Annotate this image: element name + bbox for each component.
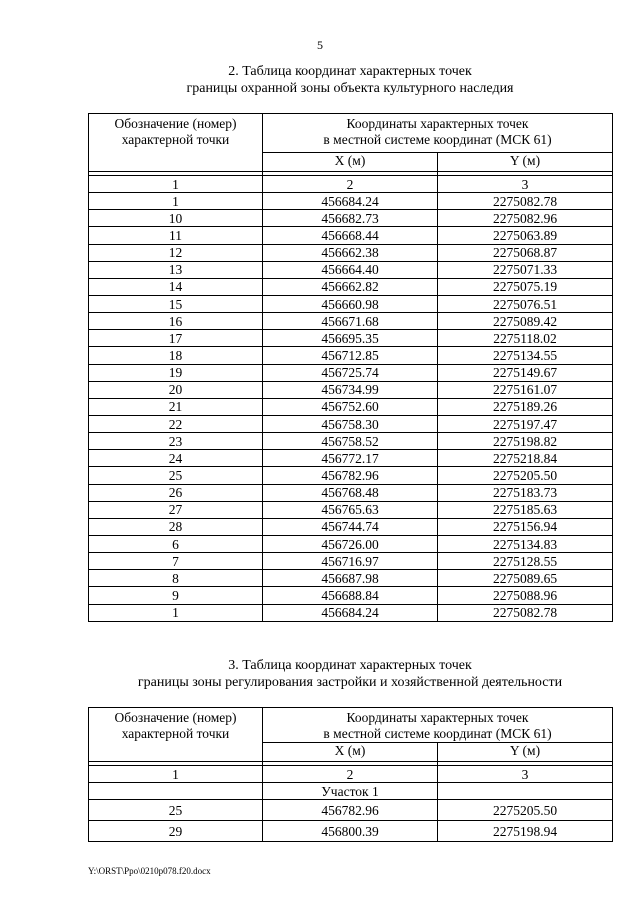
table-row bbox=[89, 570, 613, 587]
x-coordinate-cell: 456695.35 bbox=[263, 330, 438, 347]
y-coordinate-cell: 2275156.94 bbox=[438, 518, 613, 535]
y-coordinate-cell: 2275183.73 bbox=[438, 484, 613, 501]
table-row bbox=[89, 433, 613, 450]
coords-group-line1: Координаты характерных точек bbox=[346, 710, 529, 725]
col1-header-line1: Обозначение (номер) bbox=[114, 116, 237, 131]
x-coordinate-cell: 456662.38 bbox=[263, 244, 438, 261]
table-row bbox=[89, 278, 613, 295]
table2 bbox=[88, 113, 613, 622]
x-coordinate-cell: 456772.17 bbox=[263, 450, 438, 467]
y-coordinate-cell: 2275198.94 bbox=[438, 821, 613, 842]
table-row bbox=[89, 295, 613, 312]
point-number-cell: 20 bbox=[89, 381, 263, 398]
x-coordinate-cell: 456744.74 bbox=[263, 518, 438, 535]
table3-title bbox=[88, 657, 612, 691]
table-row bbox=[89, 415, 613, 432]
x-coordinate-cell: 456684.24 bbox=[263, 193, 438, 210]
x-coordinate-cell: 456687.98 bbox=[263, 570, 438, 587]
col1-header bbox=[89, 114, 263, 172]
x-coordinate-cell: 456684.24 bbox=[263, 604, 438, 621]
x-coordinate-cell: 456688.84 bbox=[263, 587, 438, 604]
y-coordinate-cell: 2275189.26 bbox=[438, 398, 613, 415]
section-label: Участок 1 bbox=[263, 783, 438, 800]
page-number: 5 bbox=[317, 38, 323, 52]
coords-group-header bbox=[263, 114, 613, 153]
x-coordinate-cell: 456768.48 bbox=[263, 484, 438, 501]
table-row bbox=[89, 501, 613, 518]
x-coordinate-cell: 456758.52 bbox=[263, 433, 438, 450]
x-coordinate-cell: 456716.97 bbox=[263, 553, 438, 570]
point-number-cell: 15 bbox=[89, 295, 263, 312]
x-header: X (м) bbox=[263, 153, 438, 172]
point-number-cell: 25 bbox=[89, 800, 263, 821]
y-coordinate-cell: 2275076.51 bbox=[438, 295, 613, 312]
point-number-cell: 24 bbox=[89, 450, 263, 467]
point-number-cell: 13 bbox=[89, 261, 263, 278]
point-number-cell: 8 bbox=[89, 570, 263, 587]
point-number-cell: 19 bbox=[89, 364, 263, 381]
section-empty-cell bbox=[89, 783, 263, 800]
x-coordinate-cell: 456765.63 bbox=[263, 501, 438, 518]
point-number-cell: 1 bbox=[89, 604, 263, 621]
y-coordinate-cell: 2275082.78 bbox=[438, 604, 613, 621]
y-coordinate-cell: 2275198.82 bbox=[438, 433, 613, 450]
table-row bbox=[89, 364, 613, 381]
table-row bbox=[89, 381, 613, 398]
table-row bbox=[89, 313, 613, 330]
col1-header-line1: Обозначение (номер) bbox=[114, 710, 237, 725]
table-row bbox=[89, 347, 613, 364]
point-number-cell: 16 bbox=[89, 313, 263, 330]
point-number-cell: 1 bbox=[89, 193, 263, 210]
table3-title-line1: 3. Таблица координат характерных точек bbox=[228, 658, 472, 673]
point-number-cell: 23 bbox=[89, 433, 263, 450]
y-coordinate-cell: 2275089.42 bbox=[438, 313, 613, 330]
table-row bbox=[89, 587, 613, 604]
table3 bbox=[88, 707, 613, 842]
x-coordinate-cell: 456752.60 bbox=[263, 398, 438, 415]
y-coordinate-cell: 2275128.55 bbox=[438, 553, 613, 570]
point-number-cell: 14 bbox=[89, 278, 263, 295]
y-coordinate-cell: 2275134.83 bbox=[438, 535, 613, 552]
y-coordinate-cell: 2275161.07 bbox=[438, 381, 613, 398]
x-coordinate-cell: 456782.96 bbox=[263, 800, 438, 821]
table-row bbox=[89, 604, 613, 621]
x-coordinate-cell: 456725.74 bbox=[263, 364, 438, 381]
point-number-cell: 21 bbox=[89, 398, 263, 415]
x-coordinate-cell: 456734.99 bbox=[263, 381, 438, 398]
table-row bbox=[89, 484, 613, 501]
x-coordinate-cell: 456662.82 bbox=[263, 278, 438, 295]
y-coordinate-cell: 2275082.96 bbox=[438, 210, 613, 227]
table-row bbox=[89, 244, 613, 261]
x-coordinate-cell: 456660.98 bbox=[263, 295, 438, 312]
table3-body bbox=[89, 800, 613, 842]
x-coordinate-cell: 456800.39 bbox=[263, 821, 438, 842]
x-coordinate-cell: 456782.96 bbox=[263, 467, 438, 484]
table-row bbox=[89, 398, 613, 415]
y-coordinate-cell: 2275075.19 bbox=[438, 278, 613, 295]
y-coordinate-cell: 2275063.89 bbox=[438, 227, 613, 244]
index-cell: 2 bbox=[263, 766, 438, 783]
point-number-cell: 7 bbox=[89, 553, 263, 570]
point-number-cell: 28 bbox=[89, 518, 263, 535]
col1-header-line2: характерной точки bbox=[121, 726, 230, 741]
col1-header-line2: характерной точки bbox=[121, 132, 230, 147]
x-coordinate-cell: 456671.68 bbox=[263, 313, 438, 330]
y-coordinate-cell: 2275197.47 bbox=[438, 415, 613, 432]
y-coordinate-cell: 2275118.02 bbox=[438, 330, 613, 347]
y-coordinate-cell: 2275205.50 bbox=[438, 800, 613, 821]
x-coordinate-cell: 456664.40 bbox=[263, 261, 438, 278]
point-number-cell: 6 bbox=[89, 535, 263, 552]
table-row bbox=[89, 821, 613, 842]
table2-body bbox=[89, 193, 613, 622]
index-cell: 1 bbox=[89, 766, 263, 783]
x-coordinate-cell: 456668.44 bbox=[263, 227, 438, 244]
table2-title-line1: 2. Таблица координат характерных точек bbox=[228, 64, 472, 79]
table-row bbox=[89, 193, 613, 210]
index-cell: 3 bbox=[438, 766, 613, 783]
point-number-cell: 25 bbox=[89, 467, 263, 484]
y-coordinate-cell: 2275068.87 bbox=[438, 244, 613, 261]
point-number-cell: 26 bbox=[89, 484, 263, 501]
y-coordinate-cell: 2275205.50 bbox=[438, 467, 613, 484]
coords-group-line2: в местной системе координат (МСК 61) bbox=[323, 132, 552, 147]
point-number-cell: 10 bbox=[89, 210, 263, 227]
point-number-cell: 9 bbox=[89, 587, 263, 604]
table3-title-line2: границы зоны регулирования застройки и хозяйственной деятельности bbox=[137, 675, 563, 690]
index-cell: 3 bbox=[438, 176, 613, 193]
table-row bbox=[89, 330, 613, 347]
table2-title bbox=[88, 63, 612, 97]
y-header: Y (м) bbox=[438, 153, 613, 172]
index-cell: 2 bbox=[263, 176, 438, 193]
table-row bbox=[89, 210, 613, 227]
x-coordinate-cell: 456712.85 bbox=[263, 347, 438, 364]
x-coordinate-cell: 456682.73 bbox=[263, 210, 438, 227]
y-coordinate-cell: 2275088.96 bbox=[438, 587, 613, 604]
y-header: Y (м) bbox=[438, 743, 613, 762]
footer-file-path: Y:\ORST\Ppo\0210p078.f20.docx bbox=[88, 866, 211, 876]
y-coordinate-cell: 2275082.78 bbox=[438, 193, 613, 210]
table-row bbox=[89, 261, 613, 278]
y-coordinate-cell: 2275089.65 bbox=[438, 570, 613, 587]
table-row bbox=[89, 800, 613, 821]
point-number-cell: 27 bbox=[89, 501, 263, 518]
index-cell: 1 bbox=[89, 176, 263, 193]
table-row bbox=[89, 553, 613, 570]
coords-group-line2: в местной системе координат (МСК 61) bbox=[323, 726, 552, 741]
coords-group-header bbox=[263, 708, 613, 743]
point-number-cell: 29 bbox=[89, 821, 263, 842]
point-number-cell: 18 bbox=[89, 347, 263, 364]
x-coordinate-cell: 456758.30 bbox=[263, 415, 438, 432]
point-number-cell: 11 bbox=[89, 227, 263, 244]
table-row bbox=[89, 467, 613, 484]
x-header: X (м) bbox=[263, 743, 438, 762]
table-row bbox=[89, 535, 613, 552]
point-number-cell: 12 bbox=[89, 244, 263, 261]
section-empty-cell bbox=[438, 783, 613, 800]
y-coordinate-cell: 2275134.55 bbox=[438, 347, 613, 364]
y-coordinate-cell: 2275218.84 bbox=[438, 450, 613, 467]
x-coordinate-cell: 456726.00 bbox=[263, 535, 438, 552]
table-row bbox=[89, 518, 613, 535]
table-row bbox=[89, 450, 613, 467]
table-row bbox=[89, 227, 613, 244]
y-coordinate-cell: 2275071.33 bbox=[438, 261, 613, 278]
point-number-cell: 22 bbox=[89, 415, 263, 432]
point-number-cell: 17 bbox=[89, 330, 263, 347]
coords-group-line1: Координаты характерных точек bbox=[346, 116, 529, 131]
table2-title-line2: границы охранной зоны объекта культурного наследия bbox=[186, 81, 514, 96]
y-coordinate-cell: 2275149.67 bbox=[438, 364, 613, 381]
col1-header bbox=[89, 708, 263, 762]
y-coordinate-cell: 2275185.63 bbox=[438, 501, 613, 518]
